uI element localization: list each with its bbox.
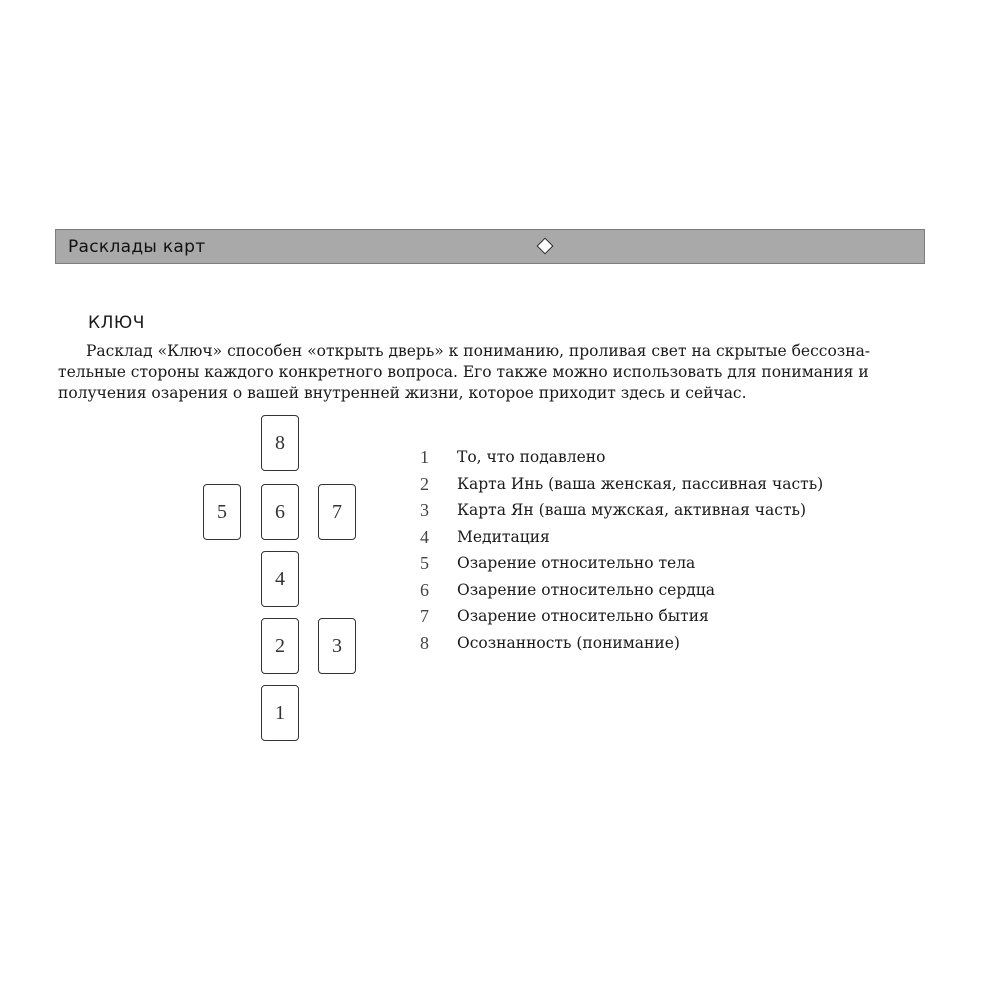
legend-text: Медитация bbox=[457, 527, 550, 546]
legend-text: То, что подавлено bbox=[457, 448, 606, 466]
legend-item bbox=[420, 447, 840, 467]
legend-item bbox=[420, 553, 840, 573]
legend-text: Карта Инь (ваша женская, пассивная часть) bbox=[457, 474, 824, 493]
legend-number: 8 bbox=[420, 632, 429, 653]
intro-paragraph bbox=[58, 341, 930, 404]
legend-number: 1 bbox=[420, 447, 429, 467]
legend-number: 3 bbox=[420, 500, 429, 520]
card-2: 2 bbox=[261, 618, 299, 674]
header-bar bbox=[55, 229, 925, 264]
card-3: 3 bbox=[318, 618, 356, 674]
card-1: 1 bbox=[261, 685, 299, 741]
legend-text: Озарение относительно бытия bbox=[457, 607, 709, 625]
legend-number: 7 bbox=[420, 606, 429, 626]
card-4: 4 bbox=[261, 551, 299, 607]
legend-item bbox=[420, 527, 840, 547]
legend-text: Карта Ян (ваша мужская, активная часть) bbox=[457, 501, 807, 519]
legend-item bbox=[420, 500, 840, 520]
card-5: 5 bbox=[203, 484, 241, 540]
legend-number: 6 bbox=[420, 579, 429, 600]
legend-number: 2 bbox=[420, 473, 429, 494]
legend-text: Озарение относительно тела bbox=[457, 554, 696, 572]
diamond-icon bbox=[537, 238, 554, 255]
legend-item bbox=[420, 606, 840, 626]
legend-item bbox=[420, 633, 840, 653]
legend-item bbox=[420, 474, 840, 494]
section-title: КЛЮЧ bbox=[88, 313, 145, 333]
header-title: Расклады карт bbox=[68, 237, 206, 257]
legend-number: 4 bbox=[420, 526, 429, 547]
card-7: 7 bbox=[318, 484, 356, 540]
card-6: 6 bbox=[261, 484, 299, 540]
legend-item bbox=[420, 580, 840, 600]
intro-line: Расклад «Ключ» способен «открыть дверь» к пониманию, проливая свет на скрытые бессозна- bbox=[86, 342, 871, 360]
intro-line: тельные стороны каждого конкретного вопроса. Его также можно использовать для понимания и bbox=[58, 363, 869, 381]
legend-number: 5 bbox=[420, 553, 429, 573]
position-legend bbox=[420, 447, 840, 659]
legend-text: Озарение относительно сердца bbox=[457, 580, 715, 599]
card-8: 8 bbox=[261, 415, 299, 471]
legend-text: Осознанность (понимание) bbox=[457, 633, 680, 652]
intro-line: получения озарения о вашей внутренней жизни, которое приходит здесь и сейчас. bbox=[58, 384, 747, 402]
